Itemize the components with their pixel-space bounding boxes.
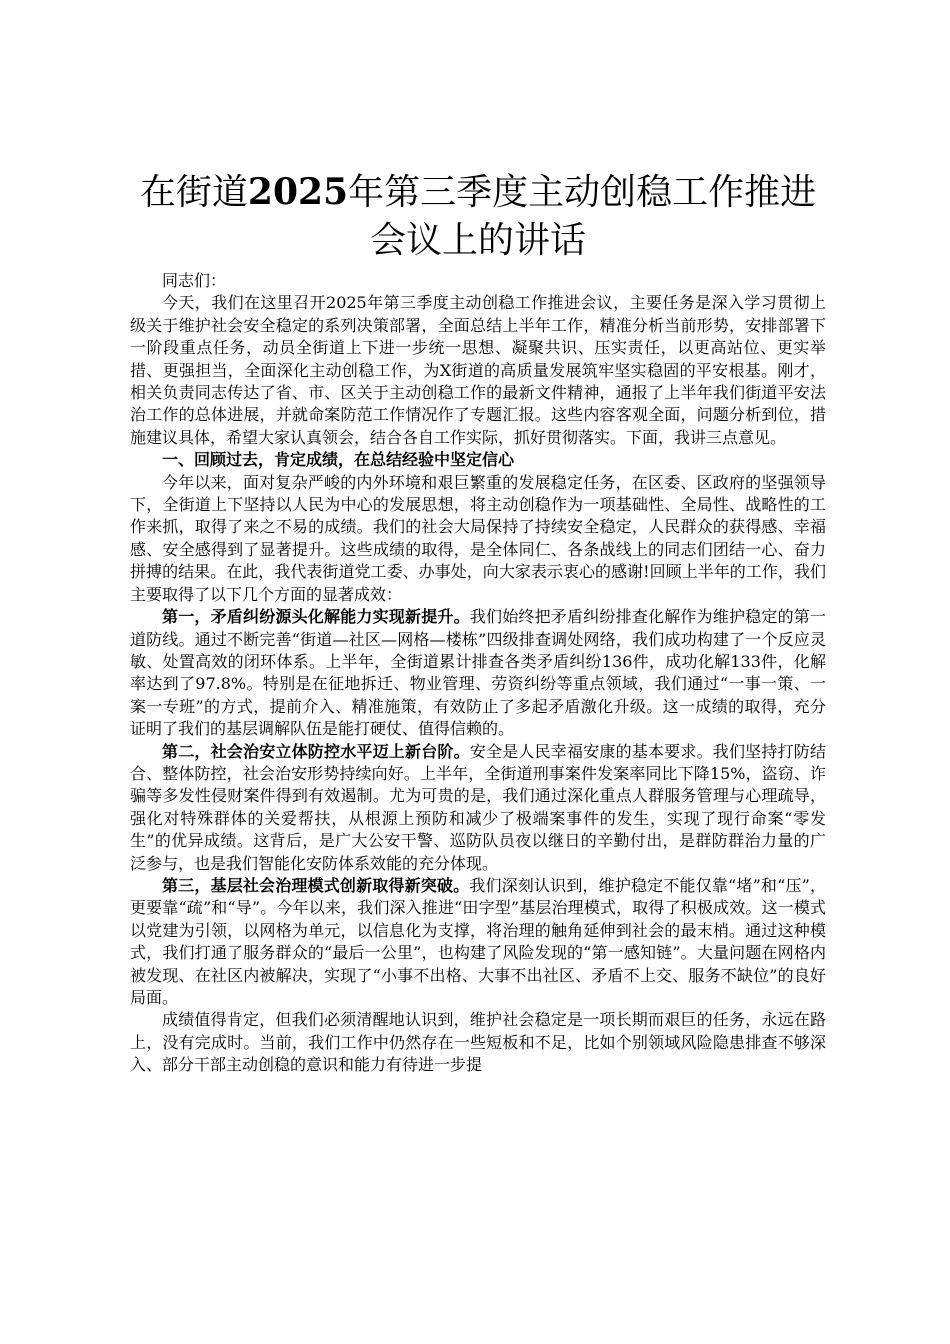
point3-text: 我们深刻认识到，维护稳定不能仅靠“堵”和“压”，更要靠“疏”和“导”。今年以来，我们深入推进“田字型”基层治理模式，取得了积极成效。这一模式以党建为引领，以网格为单元，以信息化为支撑，将治理的触角延伸到社会的最末梢。通过这种模式，我们打通了服务群众的“最后一公里”，也构建了风险发现的“第一感知链”。大量问题在网格内被发现、在社区内被解决，实现了“小事不出格、大事不出社区、矛盾不上交、服务不缺位”的良好局面。 — [130, 875, 826, 1007]
point1-text: 我们始终把矛盾纠纷排查化解作为维护稳定的第一道防线。通过不断完善“街道—社区—网格—楼栋”四级排查调处网络，我们成功构建了一个反应灵敏、处置高效的闭环体系。上半年，全街道累计排查各类矛盾纠纷136件，成功化解133件，化解率达到了97.8%。特别是在征地拆迁、物业管理、劳资纠纷等重点领域，我们通过“一事一策、一案一专班”的方式，提前介入、精准施策，有效防止了多起矛盾激化升级。这一成绩的取得，充分证明了我们的基层调解队伍是能打硬仗、值得信赖的。 — [130, 607, 826, 739]
point-paragraph-3 — [130, 875, 826, 1009]
title-year: 2025 — [247, 171, 349, 213]
point-paragraph-2 — [130, 741, 826, 875]
section1-paragraph: 今年以来，面对复杂严峻的内外环境和艰巨繁重的发展稳定任务，在区委、区政府的坚强领导下，全街道上下坚持以人民为中心的发展思想，将主动创稳作为一项基础性、全局性、战略性的工作来抓，取得了来之不易的成绩。我们的社会大局保持了持续安全稳定，人民群众的获得感、幸福感、安全感得到了显著提升。这些成绩的取得，是全体同仁、各条战线上的同志们团结一心、奋力拼搏的结果。在此，我代表街道党工委、办事处，向大家表示衷心的感谢!回顾上半年的工作，我们主要取得了以下几个方面的显著成效： — [130, 472, 826, 604]
point2-lead: 第二，社会治安立体防控水平迈上新台阶。 — [162, 741, 470, 761]
intro-paragraph: 今天，我们在这里召开2025年第三季度主动创稳工作推进会议，主要任务是深入学习贯彻上级关于维护社会安全稳定的系列决策部署，全面总结上半年工作，精准分析当前形势，安排部署下一阶段重点任务，动员全街道上下进一步统一思想、凝聚共识、压实责任，以更高站位、更实举措、更强担当，全面深化主动创稳工作，为X街道的高质量发展筑牢坚实稳固的平安根基。刚才，相关负责同志传达了省、市、区关于主动创稳工作的最新文件精神，通报了上半年我们街道平安法治工作的总体进展，并就命案防范工作情况作了专题汇报。这些内容客观全面，问题分析到位，措施建议具体，希望大家认真领会，结合各自工作实际，抓好贯彻落实。下面，我讲三点意见。 — [130, 293, 826, 447]
point3-lead: 第三，基层社会治理模式创新取得新突破。 — [162, 875, 470, 895]
point-paragraph-1 — [130, 606, 826, 740]
point1-lead: 第一，矛盾纠纷源头化解能力实现新提升。 — [162, 607, 470, 627]
document-title — [130, 168, 826, 265]
point2-text: 安全是人民幸福安康的基本要求。我们坚持打防结合、整体防控，社会治安形势持续向好。上半年，全街道刑事案件发案率同比下降15%，盗窃、诈骗等多发性侵财案件得到有效遏制。尤为可贵的是，我们通过深化重点人群服务管理与心理疏导，强化对特殊群体的关爱帮扶，从根源上预防和减少了极端案事件的发生，实现了现行命案“零发生”的优异成绩。这背后，是广大公安干警、巡防队员夜以继日的辛勤付出，是群防群治力量的广泛参与，也是我们智能化安防体系效能的充分体现。 — [130, 741, 826, 873]
section-heading-1: 一、回顾过去，肯定成绩，在总结经验中坚定信心 — [162, 450, 515, 470]
document-body — [130, 270, 826, 1077]
document-page — [130, 168, 826, 1077]
salutation: 同志们： — [162, 271, 227, 290]
closing-paragraph: 成绩值得肯定，但我们必须清醒地认识到，维护社会稳定是一项长期而艰巨的任务，永远在路上，没有完成时。当前，我们工作中仍然存在一些短板和不足，比如个别领域风险隐患排查不够深入、部分干部主动创稳的意识和能力有待进一步提 — [130, 1010, 826, 1075]
title-suffix: 年第三季度主动创稳工作推进会议上的讲话 — [348, 172, 817, 261]
title-prefix: 在街道 — [139, 172, 248, 213]
